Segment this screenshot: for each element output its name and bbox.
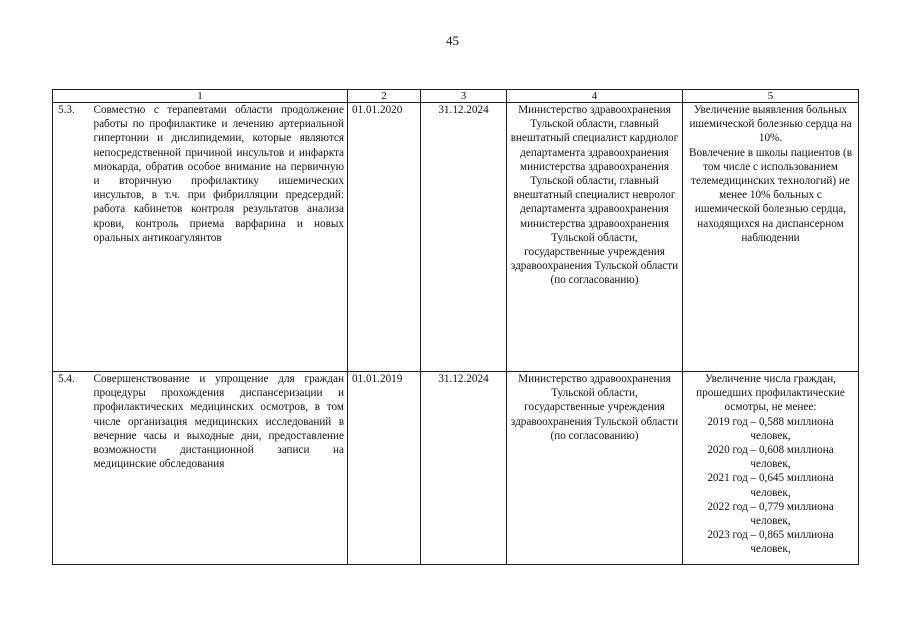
- responsible-executors: Министерство здравоохранения Тульской области, главный внештатный специалист кардиолог департамента здравоохранения министерства здравоохранения Тульской области, главный внештатный специалист невролог департамента здравоохранения министерства здравоохранения Тульской области, государственные учреждения здравоохранения Тульской области (по согласованию): [507, 103, 683, 372]
- column-header-4: 4: [507, 90, 683, 103]
- start-date: 01.01.2019: [348, 372, 421, 565]
- responsible-executors: Министерство здравоохранения Тульской области, государственные учреждения здравоохранения Тульской области (по согласованию): [507, 372, 683, 565]
- expected-result: [683, 103, 859, 372]
- end-date: 31.12.2024: [421, 372, 507, 565]
- page-number: 45: [446, 33, 459, 48]
- row-number: 5.4.: [53, 372, 91, 565]
- end-date: 31.12.2024: [421, 103, 507, 372]
- expected-result: [683, 372, 859, 565]
- result-line: Увеличение выявления больных ишемической болезнью сердца на 10%.: [689, 104, 852, 145]
- result-line: 2020 год – 0,608 миллиона человек,: [707, 444, 834, 471]
- table-header-row: [53, 90, 859, 103]
- column-header-5: 5: [683, 90, 859, 103]
- column-header-1: 1: [53, 90, 348, 103]
- result-line: 2021 год – 0,645 миллиона человек,: [707, 472, 834, 499]
- result-line: Увеличение числа граждан, прошедших профилактические осмотры, не менее:: [696, 373, 845, 414]
- result-line: 2023 год – 0,865 миллиона человек,: [707, 529, 834, 556]
- column-header-2: 2: [348, 90, 421, 103]
- result-line: 2022 год – 0,779 миллиона человек,: [707, 500, 834, 528]
- activity-text: Совершенствование и упрощение для граждан процедуры прохождения диспансеризации и профилактических медицинских осмотров, в том числе организация медицинских исследований в вечерние часы и выходные дни, предоставление возможности дистанционной записи на медицинские обследования: [91, 372, 348, 565]
- result-line: Вовлечение в школы пациентов (в том числе с использованием телемедицинских технологий) не менее 10% больных с ишемической болезнью сердца, находящихся на диспансерном наблюдении: [689, 146, 852, 244]
- result-line: 2019 год – 0,588 миллиона человек,: [707, 415, 834, 442]
- table-row: [53, 372, 859, 565]
- table-row: [53, 103, 859, 372]
- activity-text: Совместно с терапевтами области продолжение работы по профилактике и лечению артериальной гипертонии и дислипидемии, которые являются непосредственной причиной инсультов и инфаркта миокарда, обратив особое внимание на первичную и вторичную профилактику ишемических инсультов, в т.ч. при фибрилляции предсердий: работа кабинетов контроля результатов анализа крови, контроль приема варфарина и новых оральных антикоагулянтов: [91, 103, 348, 372]
- start-date: 01.01.2020: [348, 103, 421, 372]
- column-header-3: 3: [421, 90, 507, 103]
- plan-table: [52, 89, 859, 565]
- row-number: 5.3.: [53, 103, 91, 372]
